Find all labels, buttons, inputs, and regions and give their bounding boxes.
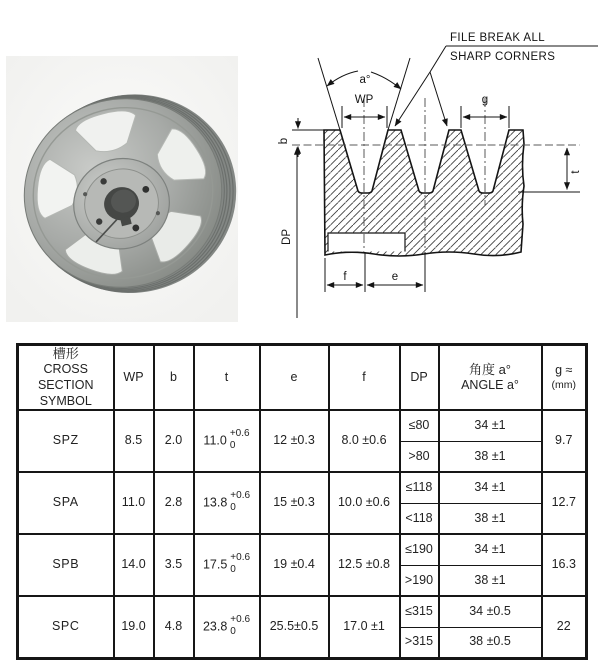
cell-wp: 19.0	[114, 596, 154, 658]
cell-b: 2.0	[154, 410, 194, 472]
note-leader-arrow2	[430, 72, 447, 126]
table-header-row	[18, 345, 587, 411]
table-row	[18, 472, 587, 503]
wp-label: WP	[354, 94, 374, 106]
cell-symbol: SPA	[18, 472, 114, 534]
cell-dp-range: >190	[400, 565, 439, 596]
spec-table	[16, 343, 588, 660]
header-b: b	[154, 345, 194, 411]
groove-cross-section-diagram	[278, 0, 600, 335]
g-label: g	[481, 94, 489, 106]
header-angle-en: ANGLE a°	[461, 377, 519, 392]
cell-t: 17.5 +0.6 0	[194, 534, 260, 596]
angle-arc-right	[371, 72, 401, 89]
cross-section-drawing	[278, 0, 600, 335]
header-g-symbol: g ≈	[555, 363, 573, 378]
dp-label: DP	[281, 229, 293, 245]
cell-angle: 38 ±1	[439, 441, 542, 472]
cell-b: 3.5	[154, 534, 194, 596]
cell-t: 13.8 +0.6 0	[194, 472, 260, 534]
angle-label: a°	[359, 74, 371, 86]
note-leader	[430, 46, 446, 72]
cell-b: 4.8	[154, 596, 194, 658]
t-label: t	[570, 170, 582, 174]
cell-b: 2.8	[154, 472, 194, 534]
t-tolerance: +0.6 0	[229, 428, 250, 452]
header-angle-zh: 角度 a°	[468, 361, 512, 377]
cell-dp-range: ≤80	[400, 410, 439, 441]
cell-dp-range: ≤315	[400, 596, 439, 627]
cell-e: 12 ±0.3	[260, 410, 329, 472]
cell-dp-range: <118	[400, 503, 439, 534]
table-row	[18, 534, 587, 565]
cell-dp-range: >80	[400, 441, 439, 472]
cell-t: 23.8 +0.6 0	[194, 596, 260, 658]
cell-e: 15 ±0.3	[260, 472, 329, 534]
cell-f: 12.5 ±0.8	[329, 534, 400, 596]
table-row	[18, 596, 587, 627]
cell-f: 8.0 ±0.6	[329, 410, 400, 472]
cell-angle: 38 ±0.5	[439, 627, 542, 658]
pulley-photo	[6, 56, 238, 322]
cell-g: 22	[542, 596, 587, 658]
header-wp: WP	[114, 345, 154, 411]
header-g-unit: (mm)	[551, 378, 576, 391]
cell-f: 10.0 ±0.6	[329, 472, 400, 534]
pulley-photo-art	[6, 56, 238, 322]
f-label: f	[343, 271, 347, 283]
header-t: t	[194, 345, 260, 411]
cell-wp: 8.5	[114, 410, 154, 472]
cell-wp: 14.0	[114, 534, 154, 596]
b-label: b	[278, 137, 290, 145]
cell-symbol: SPC	[18, 596, 114, 658]
angle-arc-left	[327, 71, 358, 86]
header-symbol: 槽形 CROSS SECTION SYMBOL	[18, 345, 114, 411]
t-tolerance: +0.6 0	[230, 490, 251, 514]
table-row	[18, 410, 587, 441]
header-angle	[439, 345, 542, 411]
cell-angle: 34 ±0.5	[439, 596, 542, 627]
cell-e: 25.5±0.5	[260, 596, 329, 658]
note-line1: FILE BREAK ALL	[450, 32, 546, 44]
t-tolerance: +0.6 0	[230, 613, 251, 637]
cell-g: 9.7	[542, 410, 587, 472]
cell-dp-range: ≤190	[400, 534, 439, 565]
header-g	[542, 345, 587, 411]
cell-f: 17.0 ±1	[329, 596, 400, 658]
cell-angle: 34 ±1	[439, 472, 542, 503]
cell-angle: 38 ±1	[439, 565, 542, 596]
t-tolerance: +0.6 0	[230, 552, 251, 576]
cell-g: 16.3	[542, 534, 587, 596]
cell-angle: 34 ±1	[439, 534, 542, 565]
header-symbol-zh: 槽形	[52, 346, 79, 361]
cell-angle: 34 ±1	[439, 410, 542, 441]
header-e: e	[260, 345, 329, 411]
cell-wp: 11.0	[114, 472, 154, 534]
header-f: f	[329, 345, 400, 411]
cell-symbol: SPZ	[18, 410, 114, 472]
header-dp: DP	[400, 345, 439, 411]
note-line2: SHARP CORNERS	[450, 51, 556, 63]
angle-extension-left	[318, 58, 340, 130]
cell-g: 12.7	[542, 472, 587, 534]
cell-dp-range: >315	[400, 627, 439, 658]
cell-e: 19 ±0.4	[260, 534, 329, 596]
cell-dp-range: ≤118	[400, 472, 439, 503]
bore-section-block	[328, 233, 405, 252]
cell-symbol: SPB	[18, 534, 114, 596]
e-label: e	[391, 271, 399, 283]
cell-t: 11.0 +0.6 0	[194, 410, 260, 472]
cell-angle: 38 ±1	[439, 503, 542, 534]
